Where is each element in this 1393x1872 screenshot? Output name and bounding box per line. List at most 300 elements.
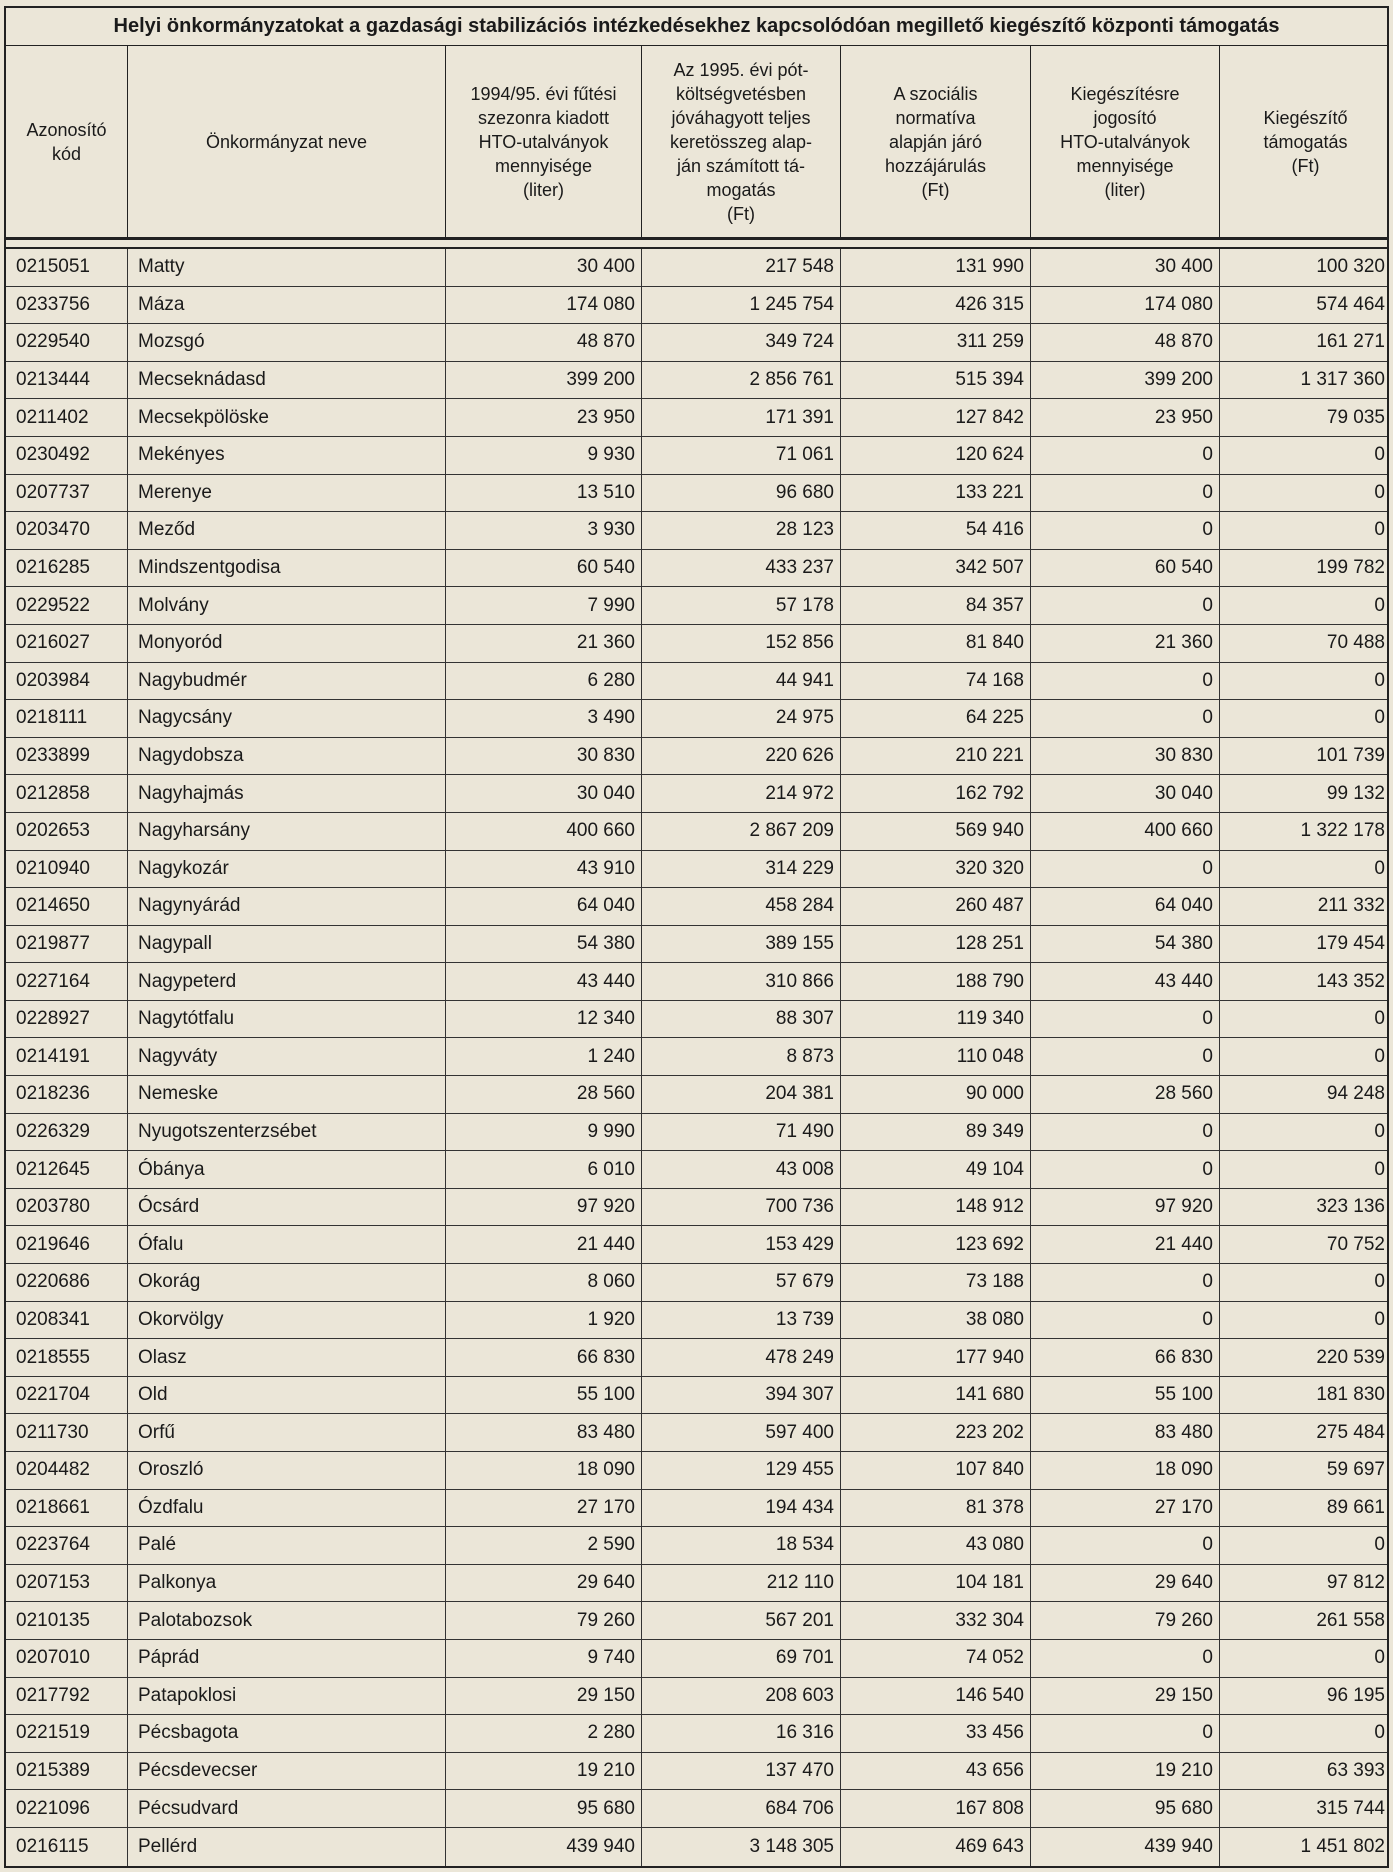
social-contribution-cell: 54 416 [841, 512, 1031, 549]
social-contribution-cell: 342 507 [841, 550, 1031, 587]
municipality-name-cell: Molvány [128, 587, 446, 624]
social-contribution-cell: 260 487 [841, 888, 1031, 925]
table-row [6, 1753, 1387, 1791]
table-row [6, 1264, 1387, 1302]
eligible-vouchers-cell: 97 920 [1031, 1189, 1220, 1226]
hto-vouchers-cell: 18 090 [446, 1452, 642, 1489]
municipality-name-cell: Mecsekpölöske [128, 399, 446, 436]
supplementary-support-cell: 99 132 [1326, 782, 1385, 804]
social-contribution-cell: 120 624 [841, 437, 1031, 474]
id-code-cell: 0203984 [6, 663, 128, 700]
hto-vouchers-cell: 83 480 [446, 1414, 642, 1451]
eligible-vouchers-cell: 66 830 [1031, 1339, 1220, 1376]
municipality-name-cell: Monyoród [128, 625, 446, 662]
hto-vouchers-cell: 174 080 [446, 287, 642, 324]
municipality-name-cell: Mozsgó [128, 324, 446, 361]
budget-support-cell: 597 400 [642, 1414, 841, 1451]
supplementary-support-cell: 0 [1374, 1647, 1385, 1669]
header-budget-support: Az 1995. évi pót- költségvetésben jóváhagyott teljes keretösszeg alap- ján számított tá- mogatás (Ft) [642, 46, 841, 237]
header-hto-vouchers-issued: 1994/95. évi fűtési szezonra kiadott HTO-utalványok mennyisége (liter) [446, 46, 642, 237]
eligible-vouchers-cell: 400 660 [1031, 813, 1220, 850]
id-code-cell: 0229522 [6, 587, 128, 624]
municipality-name-cell: Patapoklosi [128, 1678, 446, 1715]
municipality-name-cell: Oroszló [128, 1452, 446, 1489]
eligible-vouchers-cell: 0 [1031, 1302, 1220, 1339]
social-contribution-cell: 90 000 [841, 1076, 1031, 1113]
id-code-cell: 0215051 [6, 249, 128, 286]
supplementary-support-cell: 59 697 [1326, 1459, 1385, 1481]
eligible-vouchers-cell: 55 100 [1031, 1377, 1220, 1414]
budget-support-cell: 433 237 [642, 550, 841, 587]
supplementary-support-cell: 143 352 [1316, 970, 1385, 992]
table-row [6, 926, 1387, 964]
eligible-vouchers-cell: 0 [1031, 700, 1220, 737]
social-contribution-cell: 49 104 [841, 1151, 1031, 1188]
municipality-name-cell: Mindszentgodisa [128, 550, 446, 587]
table-row [6, 1715, 1387, 1753]
table-row [6, 249, 1387, 287]
hto-vouchers-cell: 12 340 [446, 1001, 642, 1038]
municipality-name-cell: Páprád [128, 1640, 446, 1677]
id-code-cell: 0218236 [6, 1076, 128, 1113]
id-code-cell: 0212645 [6, 1151, 128, 1188]
social-contribution-cell: 43 656 [841, 1753, 1031, 1790]
budget-support-cell: 28 123 [642, 512, 841, 549]
supplementary-support-cell: 70 752 [1326, 1233, 1385, 1255]
eligible-vouchers-cell: 27 170 [1031, 1490, 1220, 1527]
table-row [6, 512, 1387, 550]
table-row [6, 851, 1387, 889]
id-code-cell: 0216285 [6, 550, 128, 587]
budget-support-cell: 220 626 [642, 738, 841, 775]
municipality-name-cell: Pellérd [128, 1828, 446, 1866]
table-row [6, 775, 1387, 813]
hto-vouchers-cell: 2 280 [446, 1715, 642, 1752]
municipality-name-cell: Nagytótfalu [128, 1001, 446, 1038]
supplementary-support-cell: 0 [1374, 1308, 1385, 1330]
municipality-name-cell: Palé [128, 1527, 446, 1564]
table-body [4, 249, 1389, 1868]
eligible-vouchers-cell: 0 [1031, 663, 1220, 700]
hto-vouchers-cell: 28 560 [446, 1076, 642, 1113]
supplementary-support-cell: 0 [1374, 669, 1385, 691]
header-id-code: Azonosító kód [6, 46, 128, 237]
eligible-vouchers-cell: 60 540 [1031, 550, 1220, 587]
municipality-name-cell: Palkonya [128, 1565, 446, 1602]
supplementary-support-cell: 94 248 [1326, 1083, 1385, 1105]
table-row [6, 1828, 1387, 1866]
hto-vouchers-cell: 2 590 [446, 1527, 642, 1564]
supplementary-support-cell: 1 451 802 [1300, 1835, 1385, 1857]
social-contribution-cell: 33 456 [841, 1715, 1031, 1752]
social-contribution-cell: 107 840 [841, 1452, 1031, 1489]
supplementary-support-cell: 1 317 360 [1300, 369, 1385, 391]
supplementary-support-cell: 179 454 [1316, 932, 1385, 954]
budget-support-cell: 212 110 [642, 1565, 841, 1602]
id-code-cell: 0221704 [6, 1377, 128, 1414]
table-row [6, 738, 1387, 776]
social-contribution-cell: 133 221 [841, 475, 1031, 512]
eligible-vouchers-cell: 0 [1031, 1151, 1220, 1188]
municipality-name-cell: Nagycsány [128, 700, 446, 737]
eligible-vouchers-cell: 0 [1031, 475, 1220, 512]
id-code-cell: 0207153 [6, 1565, 128, 1602]
eligible-vouchers-cell: 30 830 [1031, 738, 1220, 775]
budget-support-cell: 700 736 [642, 1189, 841, 1226]
hto-vouchers-cell: 30 400 [446, 249, 642, 286]
budget-support-cell: 129 455 [642, 1452, 841, 1489]
social-contribution-cell: 64 225 [841, 700, 1031, 737]
table-row [6, 1302, 1387, 1340]
supplementary-support-cell: 199 782 [1316, 557, 1385, 579]
supplementary-support-cell: 161 271 [1316, 331, 1385, 353]
hto-vouchers-cell: 6 280 [446, 663, 642, 700]
table-row [6, 700, 1387, 738]
municipality-name-cell: Okorág [128, 1264, 446, 1301]
id-code-cell: 0204482 [6, 1452, 128, 1489]
eligible-vouchers-cell: 0 [1031, 587, 1220, 624]
id-code-cell: 0219877 [6, 926, 128, 963]
table-row [6, 287, 1387, 325]
budget-support-cell: 16 316 [642, 1715, 841, 1752]
municipality-name-cell: Nagyváty [128, 1038, 446, 1075]
budget-support-cell: 3 148 305 [642, 1828, 841, 1866]
social-contribution-cell: 84 357 [841, 587, 1031, 624]
budget-support-cell: 43 008 [642, 1151, 841, 1188]
hto-vouchers-cell: 9 740 [446, 1640, 642, 1677]
social-contribution-cell: 332 304 [841, 1602, 1031, 1639]
social-contribution-cell: 188 790 [841, 963, 1031, 1000]
id-code-cell: 0218555 [6, 1339, 128, 1376]
supplementary-support-cell: 100 320 [1316, 256, 1385, 278]
municipality-name-cell: Nagydobsza [128, 738, 446, 775]
social-contribution-cell: 223 202 [841, 1414, 1031, 1451]
header-separator [4, 240, 1389, 249]
budget-support-cell: 2 867 209 [642, 813, 841, 850]
hto-vouchers-cell: 29 640 [446, 1565, 642, 1602]
table-row [6, 1226, 1387, 1264]
eligible-vouchers-cell: 30 040 [1031, 775, 1220, 812]
budget-support-cell: 96 680 [642, 475, 841, 512]
social-contribution-cell: 167 808 [841, 1790, 1031, 1827]
social-contribution-cell: 320 320 [841, 851, 1031, 888]
supplementary-support-cell: 574 464 [1316, 293, 1385, 315]
table-row [6, 475, 1387, 513]
eligible-vouchers-cell: 19 210 [1031, 1753, 1220, 1790]
id-code-cell: 0213444 [6, 362, 128, 399]
budget-support-cell: 1 245 754 [642, 287, 841, 324]
eligible-vouchers-cell: 174 080 [1031, 287, 1220, 324]
social-contribution-cell: 81 840 [841, 625, 1031, 662]
eligible-vouchers-cell: 29 150 [1031, 1678, 1220, 1715]
municipality-name-cell: Nemeske [128, 1076, 446, 1113]
eligible-vouchers-cell: 79 260 [1031, 1602, 1220, 1639]
hto-vouchers-cell: 43 440 [446, 963, 642, 1000]
hto-vouchers-cell: 19 210 [446, 1753, 642, 1790]
municipality-name-cell: Nagypall [128, 926, 446, 963]
eligible-vouchers-cell: 64 040 [1031, 888, 1220, 925]
supplementary-support-cell: 0 [1374, 1008, 1385, 1030]
hto-vouchers-cell: 7 990 [446, 587, 642, 624]
table-row [6, 1114, 1387, 1152]
table-row [6, 324, 1387, 362]
id-code-cell: 0228927 [6, 1001, 128, 1038]
eligible-vouchers-cell: 0 [1031, 512, 1220, 549]
eligible-vouchers-cell: 399 200 [1031, 362, 1220, 399]
id-code-cell: 0233899 [6, 738, 128, 775]
table-row [6, 1151, 1387, 1189]
budget-support-cell: 152 856 [642, 625, 841, 662]
municipality-name-cell: Mecseknádasd [128, 362, 446, 399]
supplementary-support-cell: 97 812 [1326, 1572, 1385, 1594]
social-contribution-cell: 426 315 [841, 287, 1031, 324]
hto-vouchers-cell: 54 380 [446, 926, 642, 963]
hto-vouchers-cell: 399 200 [446, 362, 642, 399]
social-contribution-cell: 148 912 [841, 1189, 1031, 1226]
hto-vouchers-cell: 1 920 [446, 1302, 642, 1339]
id-code-cell: 0226329 [6, 1114, 128, 1151]
supplementary-support-cell: 0 [1374, 707, 1385, 729]
budget-support-cell: 478 249 [642, 1339, 841, 1376]
supplementary-support-cell: 315 744 [1316, 1797, 1385, 1819]
social-contribution-cell: 177 940 [841, 1339, 1031, 1376]
municipality-name-cell: Nagynyárád [128, 888, 446, 925]
budget-support-cell: 69 701 [642, 1640, 841, 1677]
hto-vouchers-cell: 439 940 [446, 1828, 642, 1866]
table-row [6, 550, 1387, 588]
budget-support-cell: 44 941 [642, 663, 841, 700]
social-contribution-cell: 74 052 [841, 1640, 1031, 1677]
hto-vouchers-cell: 9 990 [446, 1114, 642, 1151]
budget-support-cell: 71 490 [642, 1114, 841, 1151]
municipality-name-cell: Nagykozár [128, 851, 446, 888]
table-row [6, 1640, 1387, 1678]
municipality-name-cell: Pécsbagota [128, 1715, 446, 1752]
header-social-contribution: A szociális normatíva alapján járó hozzájárulás (Ft) [841, 46, 1031, 237]
supplementary-support-cell: 101 739 [1316, 745, 1385, 767]
hto-vouchers-cell: 60 540 [446, 550, 642, 587]
budget-support-cell: 194 434 [642, 1490, 841, 1527]
table-row [6, 1527, 1387, 1565]
supplementary-support-cell: 0 [1374, 1271, 1385, 1293]
id-code-cell: 0207010 [6, 1640, 128, 1677]
table-title: Helyi önkormányzatokat a gazdasági stabilizációs intézkedésekhez kapcsolódóan megillető kiegészítő központi támogatás [4, 6, 1389, 46]
hto-vouchers-cell: 9 930 [446, 437, 642, 474]
hto-vouchers-cell: 30 830 [446, 738, 642, 775]
social-contribution-cell: 119 340 [841, 1001, 1031, 1038]
budget-support-cell: 214 972 [642, 775, 841, 812]
municipality-name-cell: Pécsdevecser [128, 1753, 446, 1790]
eligible-vouchers-cell: 18 090 [1031, 1452, 1220, 1489]
supplementary-support-cell: 0 [1374, 519, 1385, 541]
hto-vouchers-cell: 66 830 [446, 1339, 642, 1376]
eligible-vouchers-cell: 0 [1031, 437, 1220, 474]
supplementary-support-cell: 261 558 [1316, 1609, 1385, 1631]
social-contribution-cell: 162 792 [841, 775, 1031, 812]
table-row [6, 437, 1387, 475]
id-code-cell: 0218111 [6, 700, 128, 737]
municipality-name-cell: Ófalu [128, 1226, 446, 1263]
eligible-vouchers-cell: 43 440 [1031, 963, 1220, 1000]
social-contribution-cell: 515 394 [841, 362, 1031, 399]
social-contribution-cell: 469 643 [841, 1828, 1031, 1866]
id-code-cell: 0215389 [6, 1753, 128, 1790]
budget-support-cell: 394 307 [642, 1377, 841, 1414]
header-eligible-vouchers: Kiegészítésre jogosító HTO-utalványok mennyisége (liter) [1031, 46, 1220, 237]
social-contribution-cell: 89 349 [841, 1114, 1031, 1151]
id-code-cell: 0233756 [6, 287, 128, 324]
hto-vouchers-cell: 8 060 [446, 1264, 642, 1301]
supplementary-support-cell: 63 393 [1326, 1760, 1385, 1782]
supplementary-support-cell: 0 [1374, 857, 1385, 879]
id-code-cell: 0210940 [6, 851, 128, 888]
municipality-name-cell: Nagyhajmás [128, 775, 446, 812]
eligible-vouchers-cell: 30 400 [1031, 249, 1220, 286]
header-supplementary-support: Kiegészítő támogatás (Ft) [1263, 107, 1348, 176]
social-contribution-cell: 131 990 [841, 249, 1031, 286]
social-contribution-cell: 569 940 [841, 813, 1031, 850]
hto-vouchers-cell: 3 490 [446, 700, 642, 737]
id-code-cell: 0217792 [6, 1678, 128, 1715]
supplementary-support-cell: 181 830 [1316, 1384, 1385, 1406]
table-row [6, 1076, 1387, 1114]
social-contribution-cell: 74 168 [841, 663, 1031, 700]
table-row [6, 663, 1387, 701]
municipality-name-cell: Ócsárd [128, 1189, 446, 1226]
eligible-vouchers-cell: 28 560 [1031, 1076, 1220, 1113]
hto-vouchers-cell: 1 240 [446, 1038, 642, 1075]
eligible-vouchers-cell: 21 360 [1031, 625, 1220, 662]
id-code-cell: 0221519 [6, 1715, 128, 1752]
budget-support-cell: 13 739 [642, 1302, 841, 1339]
id-code-cell: 0210135 [6, 1602, 128, 1639]
budget-support-cell: 310 866 [642, 963, 841, 1000]
id-code-cell: 0208341 [6, 1302, 128, 1339]
budget-support-cell: 171 391 [642, 399, 841, 436]
budget-support-cell: 153 429 [642, 1226, 841, 1263]
budget-support-cell: 88 307 [642, 1001, 841, 1038]
table-row [6, 362, 1387, 400]
id-code-cell: 0218661 [6, 1490, 128, 1527]
hto-vouchers-cell: 79 260 [446, 1602, 642, 1639]
budget-support-cell: 57 679 [642, 1264, 841, 1301]
supplementary-support-cell: 220 539 [1316, 1346, 1385, 1368]
table-row [6, 1790, 1387, 1828]
id-code-cell: 0223764 [6, 1527, 128, 1564]
municipality-name-cell: Nagybudmér [128, 663, 446, 700]
social-contribution-cell: 38 080 [841, 1302, 1031, 1339]
budget-support-cell: 204 381 [642, 1076, 841, 1113]
hto-vouchers-cell: 48 870 [446, 324, 642, 361]
id-code-cell: 0214191 [6, 1038, 128, 1075]
id-code-cell: 0229540 [6, 324, 128, 361]
id-code-cell: 0216027 [6, 625, 128, 662]
supplementary-support-cell: 211 332 [1317, 895, 1385, 917]
social-contribution-cell: 146 540 [841, 1678, 1031, 1715]
hto-vouchers-cell: 23 950 [446, 399, 642, 436]
budget-support-cell: 137 470 [642, 1753, 841, 1790]
id-code-cell: 0219646 [6, 1226, 128, 1263]
eligible-vouchers-cell: 0 [1031, 1001, 1220, 1038]
table-row [6, 1377, 1387, 1415]
id-code-cell: 0203780 [6, 1189, 128, 1226]
header-municipality-name: Önkormányzat neve [128, 46, 446, 237]
municipality-name-cell: Matty [128, 249, 446, 286]
social-contribution-cell: 127 842 [841, 399, 1031, 436]
budget-support-cell: 567 201 [642, 1602, 841, 1639]
hto-vouchers-cell: 97 920 [446, 1189, 642, 1226]
supplementary-support-cell: 79 035 [1326, 406, 1385, 428]
supplementary-support-cell: 275 484 [1316, 1421, 1385, 1443]
social-contribution-cell: 141 680 [841, 1377, 1031, 1414]
table-row [6, 1602, 1387, 1640]
table-row [6, 1038, 1387, 1076]
id-code-cell: 0203470 [6, 512, 128, 549]
id-code-cell: 0211402 [6, 399, 128, 436]
municipality-name-cell: Nagypeterd [128, 963, 446, 1000]
table-row [6, 963, 1387, 1001]
supplementary-support-cell: 89 661 [1326, 1496, 1385, 1518]
eligible-vouchers-cell: 0 [1031, 1640, 1220, 1677]
table-row [6, 1001, 1387, 1039]
municipality-name-cell: Pécsudvard [128, 1790, 446, 1827]
id-code-cell: 0220686 [6, 1264, 128, 1301]
municipality-name-cell: Nagyharsány [128, 813, 446, 850]
table-row [6, 1414, 1387, 1452]
supplementary-support-cell: 1 322 178 [1300, 820, 1385, 842]
hto-vouchers-cell: 21 440 [446, 1226, 642, 1263]
eligible-vouchers-cell: 29 640 [1031, 1565, 1220, 1602]
budget-support-cell: 24 975 [642, 700, 841, 737]
budget-support-cell: 458 284 [642, 888, 841, 925]
social-contribution-cell: 81 378 [841, 1490, 1031, 1527]
eligible-vouchers-cell: 0 [1031, 1114, 1220, 1151]
supplementary-support-cell: 96 195 [1326, 1684, 1385, 1706]
supplementary-support-cell: 70 488 [1326, 632, 1385, 654]
eligible-vouchers-cell: 0 [1031, 1264, 1220, 1301]
id-code-cell: 0230492 [6, 437, 128, 474]
hto-vouchers-cell: 400 660 [446, 813, 642, 850]
supplementary-support-cell: 0 [1374, 594, 1385, 616]
hto-vouchers-cell: 13 510 [446, 475, 642, 512]
id-code-cell: 0212858 [6, 775, 128, 812]
municipality-name-cell: Orfű [128, 1414, 446, 1451]
eligible-vouchers-cell: 83 480 [1031, 1414, 1220, 1451]
eligible-vouchers-cell: 0 [1031, 1527, 1220, 1564]
social-contribution-cell: 43 080 [841, 1527, 1031, 1564]
budget-support-cell: 314 229 [642, 851, 841, 888]
supplementary-support-cell: 0 [1374, 1158, 1385, 1180]
id-code-cell: 0211730 [6, 1414, 128, 1451]
municipality-name-cell: Óbánya [128, 1151, 446, 1188]
budget-support-cell: 18 534 [642, 1527, 841, 1564]
supplementary-support-cell: 323 136 [1316, 1196, 1385, 1218]
table-row [6, 1565, 1387, 1603]
budget-support-cell: 208 603 [642, 1678, 841, 1715]
table-row [6, 399, 1387, 437]
id-code-cell: 0202653 [6, 813, 128, 850]
hto-vouchers-cell: 21 360 [446, 625, 642, 662]
table-row [6, 625, 1387, 663]
social-contribution-cell: 311 259 [841, 324, 1031, 361]
municipality-name-cell: Olasz [128, 1339, 446, 1376]
table-header [4, 46, 1389, 240]
municipality-name-cell: Nyugotszenterzsébet [128, 1114, 446, 1151]
municipality-name-cell: Merenye [128, 475, 446, 512]
municipality-name-cell: Ózdfalu [128, 1490, 446, 1527]
id-code-cell: 0216115 [6, 1828, 128, 1866]
municipality-name-cell: Palotabozsok [128, 1602, 446, 1639]
